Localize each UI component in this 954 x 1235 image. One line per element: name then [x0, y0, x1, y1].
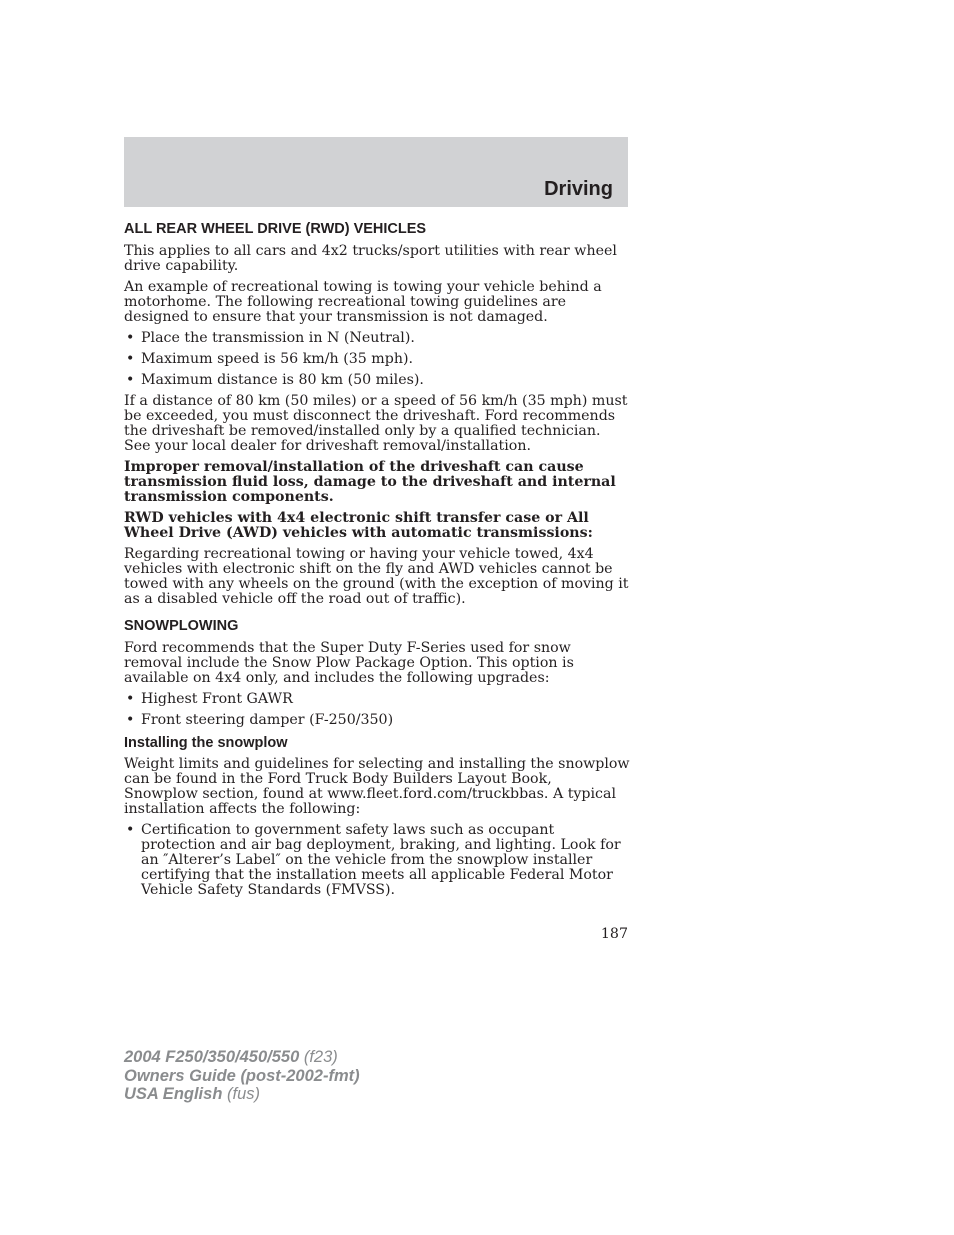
awd-heading: RWD vehicles with 4x4 electronic shift transfer case or All Wheel Drive (AWD) vehicles with automatic transmissions:	[124, 510, 593, 541]
rwd-paragraph-4: Regarding recreational towing or having your vehicle towed, 4x4 vehicles with electronic shift on the fly and AWD vehicles cannot be towed with any wheels on the ground (with the exception of moving it as a disabled vehicle off the road out of traffic).	[124, 546, 629, 607]
snowplowing-heading: SNOWPLOWING	[124, 618, 239, 634]
footer-line-model: 2004 F250/350/450/550 (f23)	[124, 1048, 338, 1066]
list-item: • Certification to government safety laws such as occupant protection and air bag deployment, braking, and lighting. Look for an ″Alterer’s Label″ on the vehicle from the snowplow installer certifying that the installation meets all applicable Federal Motor Vehicle Safety Standards (FMVSS).	[126, 822, 621, 898]
installing-snowplow-heading: Installing the snowplow	[124, 735, 288, 751]
rwd-paragraph-2: An example of recreational towing is towing your vehicle behind a motorhome. The following recreational towing guidelines are designed to ensure that your transmission is not damaged.	[124, 279, 602, 325]
document-footer	[124, 1048, 360, 1104]
bullet-icon: •	[126, 351, 135, 367]
rwd-bullet-list	[124, 331, 630, 388]
list-item: • Highest Front GAWR	[126, 691, 293, 707]
rwd-paragraph-3: If a distance of 80 km (50 miles) or a speed of 56 km/h (35 mph) must be exceeded, you must disconnect the driveshaft. Ford recommends the driveshaft be removed/installed only by a qualified technician. See your local dealer for driveshaft removal/installation.	[124, 393, 628, 454]
bullet-icon: •	[126, 712, 135, 728]
footer-line-guide: Owners Guide (post-2002-fmt)	[124, 1066, 360, 1085]
footer-line-language: USA English (fus)	[124, 1085, 260, 1103]
list-item: • Maximum speed is 56 km/h (35 mph).	[126, 351, 414, 367]
list-item: • Place the transmission in N (Neutral).	[126, 330, 415, 346]
installation-bullet-list	[124, 823, 630, 898]
bullet-icon: •	[126, 330, 135, 346]
section-header-band	[124, 137, 628, 207]
snowplowing-paragraph-2: Weight limits and guidelines for selecting and installing the snowplow can be found in the Ford Truck Body Builders Layout Book, Snowplow section, found at www.fleet.ford.com/truckbbas. A typical installation affects the following:	[124, 756, 630, 817]
bullet-icon: •	[126, 691, 135, 707]
page-number: 187	[600, 926, 628, 942]
list-item: • Maximum distance is 80 km (50 miles).	[126, 372, 424, 388]
snowplowing-bullet-list	[124, 692, 630, 728]
list-item: • Front steering damper (F-250/350)	[126, 712, 394, 728]
section-title: Driving	[544, 178, 613, 200]
page-content	[124, 220, 630, 904]
driveshaft-warning: Improper removal/installation of the driveshaft can cause transmission fluid loss, damage to the driveshaft and internal transmission components.	[124, 459, 616, 505]
bullet-icon: •	[126, 822, 135, 838]
snowplowing-paragraph-1: Ford recommends that the Super Duty F-Series used for snow removal include the Snow Plow Package Option. This option is available on 4x4 only, and includes the following upgrades:	[124, 640, 574, 686]
rwd-heading: ALL REAR WHEEL DRIVE (RWD) VEHICLES	[124, 221, 427, 237]
rwd-paragraph-1: This applies to all cars and 4x2 trucks/sport utilities with rear wheel drive capability.	[124, 243, 617, 274]
bullet-icon: •	[126, 372, 135, 388]
